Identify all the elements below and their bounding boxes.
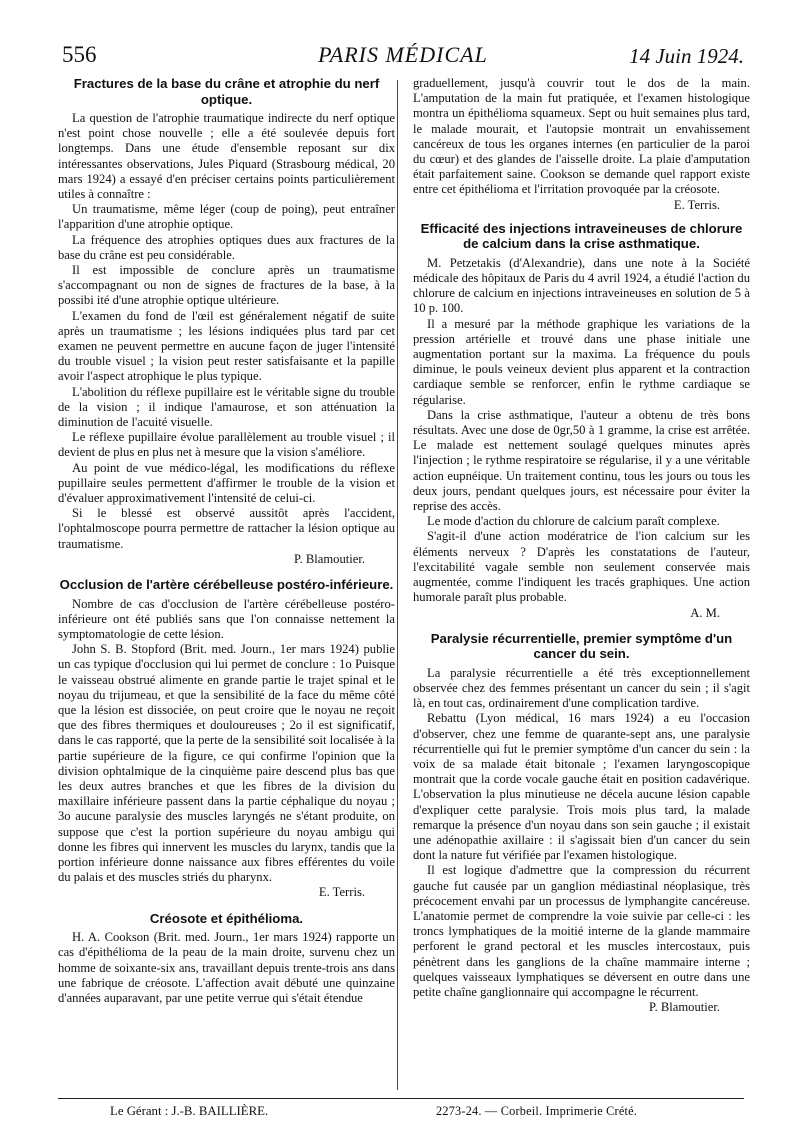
issue-date: 14 Juin 1924. [629, 44, 744, 68]
section-title-calcium: Efficacité des injections intraveineuses de chlorure de calcium dans la crise asthmatique. [420, 220, 743, 252]
paragraph: La fréquence des atrophies optiques dues aux fractures de la base du crâne est peu considérable. [58, 232, 395, 262]
author-signature: E. Terris. [318, 885, 365, 900]
author-signature: A. M. [690, 605, 720, 620]
paragraph: Rebattu (Lyon médical, 16 mars 1924) a eu l'occasion d'observer, chez une femme de quarante-sept ans, une paralysie récurrentielle qui fut le premier symptôme d'un cancer du sein : la voix de sa malade était bitonale ; l'examen laryngoscopique montrait que la corde vocale gauche était en position cadavérique. L'observation la plus minutieuse ne décela aucune lésion capable d'expliquer cette paralysie. Trois mois plus tard, la malade remarque la présence d'un noyau dans son sein gauche ; il existait une adénopathie axillaire : il s'agissait bien d'un cancer du sein dont la nature fut vérifiée par l'examen histologique. [413, 711, 750, 863]
paragraph: Un traumatisme, même léger (coup de poing), peut entraîner l'apparition d'une atrophie optique. [58, 202, 395, 232]
paragraph: M. Petzetakis (d'Alexandrie), dans une note à la Société médicale des hôpitaux de Paris du 4 avril 1924, a étudié l'action du chlorure de calcium en injections intraveineuses en solution de 5 à 10 p. 100. [413, 255, 750, 316]
paragraph: L'abolition du réflexe pupillaire est le véritable signe du trouble de la vision ; il indique l'amaurose, et son atténuation la diminution de l'acuité visuelle. [58, 384, 395, 430]
section-title-fractures: Fractures de la base du crâne et atrophie du nerf optique. [73, 76, 380, 107]
page-header [62, 40, 744, 70]
paragraph: La question de l'atrophie traumatique indirecte du nerf optique n'est point chose nouvelle ; elle a été soulevée depuis fort longtemps. Dans une étude d'ensemble reposant sur dix intéressantes observations, Jules Piquard (Strasbourg médical, 20 mars 1924) a essayé d'en préciser certains points particulièrement utiles à connaître : [58, 111, 395, 202]
paragraph: Le réflexe pupillaire évolue parallèlement au trouble visuel ; il devient de plus en plus net à mesure que la vision s'améliore. [58, 430, 395, 460]
running-title: PARIS MÉDICAL [318, 42, 488, 67]
paragraph: Il est logique d'admettre que la compression du récurrent gauche fut causée par un ganglion médiastinal néoplasique, très précocement envahi par un processus de lymphangite cancéreuse. L'anatomie permet de comprendre la voie suivie par celle-ci : les troncs lymphatiques de la moitié interne de la glande mammaire perforent le grand pectoral et les muscles intercostaux, puis pénètrent dans les ganglions de la chaîne mammaire interne ; quelques vaisseaux lymphatiques se déversent en outre dans une petite chaîne ganglionnaire qui accompagne le récurrent. [413, 863, 750, 999]
left-column [58, 76, 395, 1006]
paragraph: Dans la crise asthmatique, l'auteur a obtenu de très bons résultats. Avec une dose de 0gr,50 à 1 gramme, la crise est arrêtée. Le malade est nettement soulagé quelques minutes après l'injection ; le rythme respiratoire se régularise, il y a une véritable action eupnéique. Un traitement continu, tous les jours ou tous les deux jours, pendant quelques jours, est nécessaire pour éviter la reprise des accès. [413, 407, 750, 514]
author-signature: P. Blamoutier. [293, 551, 365, 566]
paragraph: S'agit-il d'une action modératrice de l'ion calcium sur les éléments nerveux ? D'après les constatations de l'auteur, l'excitabilité vagale semble non seulement conservée mais augmentée, comme l'indiquent les tracés graphiques. Une action humorale paraît plus probable. [413, 529, 750, 605]
paragraph: L'examen du fond de l'œil est généralement négatif de suite après un traumatisme ; les lésions indiquées plus tard par cet examen ne peuvent permettre en aucune façon de juger l'intensité du trouble visuel ; la vision peut rester satisfaisante et la papille avoir l'aspect atrophique le plus typique. [58, 308, 395, 384]
footer-rule [58, 1098, 744, 1099]
footer-printer: 2273-24. — Corbeil. Imprimerie Crété. [436, 1104, 638, 1118]
page-number: 556 [62, 42, 97, 67]
paragraph: Il est impossible de conclure après un traumatisme s'accompagnant ou non de signes de fractures de la base, à la possibi ité d'une atrophie optique ultérieure. [58, 263, 395, 308]
paragraph: John S. B. Stopford (Brit. med. Journ., 1er mars 1924) publie un cas typique d'occlusion qui lui permet de conclure : 1o Puisque le vaisseau obstrué alimente en grande partie le trajet spinal et le noyau du trijumeau, et que la sensibilité de la face du même côté que la lésion est dissociée, on peut croire que le noyau ne reçoit que des fibres thermiques et douloureuses ; 2o il est significatif, dans le cas rapporté, que la perte de la sensibilité soit localisée à la partie supérieure de la figure, ce qui confirme l'opinion que la division ophtalmique de la cinquième paire descend plus bas que les deux autres branches et que les fibres de la division du maxillaire inférieure passent dans la partie céphalique du noyau ; 3o aucune paralysie des muscles laryngés ne s'étant produite, on suppose que c'est la portion supérieure du noyau ambigu qui donne les fibres qui innervent les muscles du larynx, tandis que la portion inférieure donne naissance aux fibres efférentes du voile du palais et des muscles striés du pharynx. [58, 642, 395, 885]
paragraph: graduellement, jusqu'à couvrir tout le dos de la main. L'amputation de la main fut pratiquée, et l'examen histologique montra un épithélioma squameux. Sept ou huit semaines plus tard, le malade mourait, et l'autopsie montrait un envahissement cancéreux de tous les organes internes (en particulier de la paroi du cœur) et des glandes de l'aisselle droite. La plaie d'amputation était parfaitement saine. Cookson se demande quel rapport existe entre cet épithélioma et l'irritation provoquée par la créosote. [413, 76, 750, 197]
section-title-occlusion: Occlusion de l'artère cérébelleuse postéro-inférieure. [59, 577, 394, 593]
author-signature: E. Terris. [673, 197, 720, 212]
right-column [413, 76, 750, 1015]
paragraph: Nombre de cas d'occlusion de l'artère cérébelleuse postéro-inférieure ont été publiés sans que l'on connaisse nettement la symptomatologie de cette lésion. [58, 596, 395, 641]
paragraph: Il a mesuré par la méthode graphique les variations de la pression artérielle et trouvé dans une phase initiale une augmentation portant sur la maxima. La fréquence du pouls diminue, le pouls veineux devient plus apparent et la contraction cardiaque semble se renforcer, enfin le rythme cardiaque se régularise. [413, 316, 750, 407]
section-title-creosote: Créosote et épithélioma. [149, 910, 304, 926]
author-signature: P. Blamoutier. [648, 1000, 720, 1015]
paragraph: Au point de vue médico-légal, les modifications du réflexe pupillaire seules permettent d'affirmer le trouble de la vision et d'évaluer approximativement l'intensité de celui-ci. [58, 460, 395, 506]
section-title-paralysie: Paralysie récurrentielle, premier symptôme d'un cancer du sein. [430, 630, 733, 662]
paragraph: H. A. Cookson (Brit. med. Journ., 1er mars 1924) rapporte un cas d'épithélioma de la peau de la main droite, survenu chez un homme de soixante-six ans, travaillant depuis trente-trois ans dans une fabrique de créosote. L'affection avait débuté une quinzaine d'années auparavant, par une petite verrue qui s'était étendue [58, 930, 395, 1005]
column-divider [397, 80, 398, 1090]
paragraph: La paralysie récurrentielle a été très exceptionnellement observée chez des femmes présentant un cancer du sein ; il s'agit là, en tout cas, ordinairement d'une complication tardive. [413, 665, 750, 711]
paragraph: Le mode d'action du chlorure de calcium paraît complexe. [427, 514, 720, 529]
paragraph: Si le blessé est observé aussitôt après l'accident, l'ophtalmoscope pourra permettre de rattacher la lésion optique au traumatisme. [58, 506, 395, 551]
footer-gerant: Le Gérant : J.-B. BAILLIÈRE. [110, 1104, 269, 1118]
